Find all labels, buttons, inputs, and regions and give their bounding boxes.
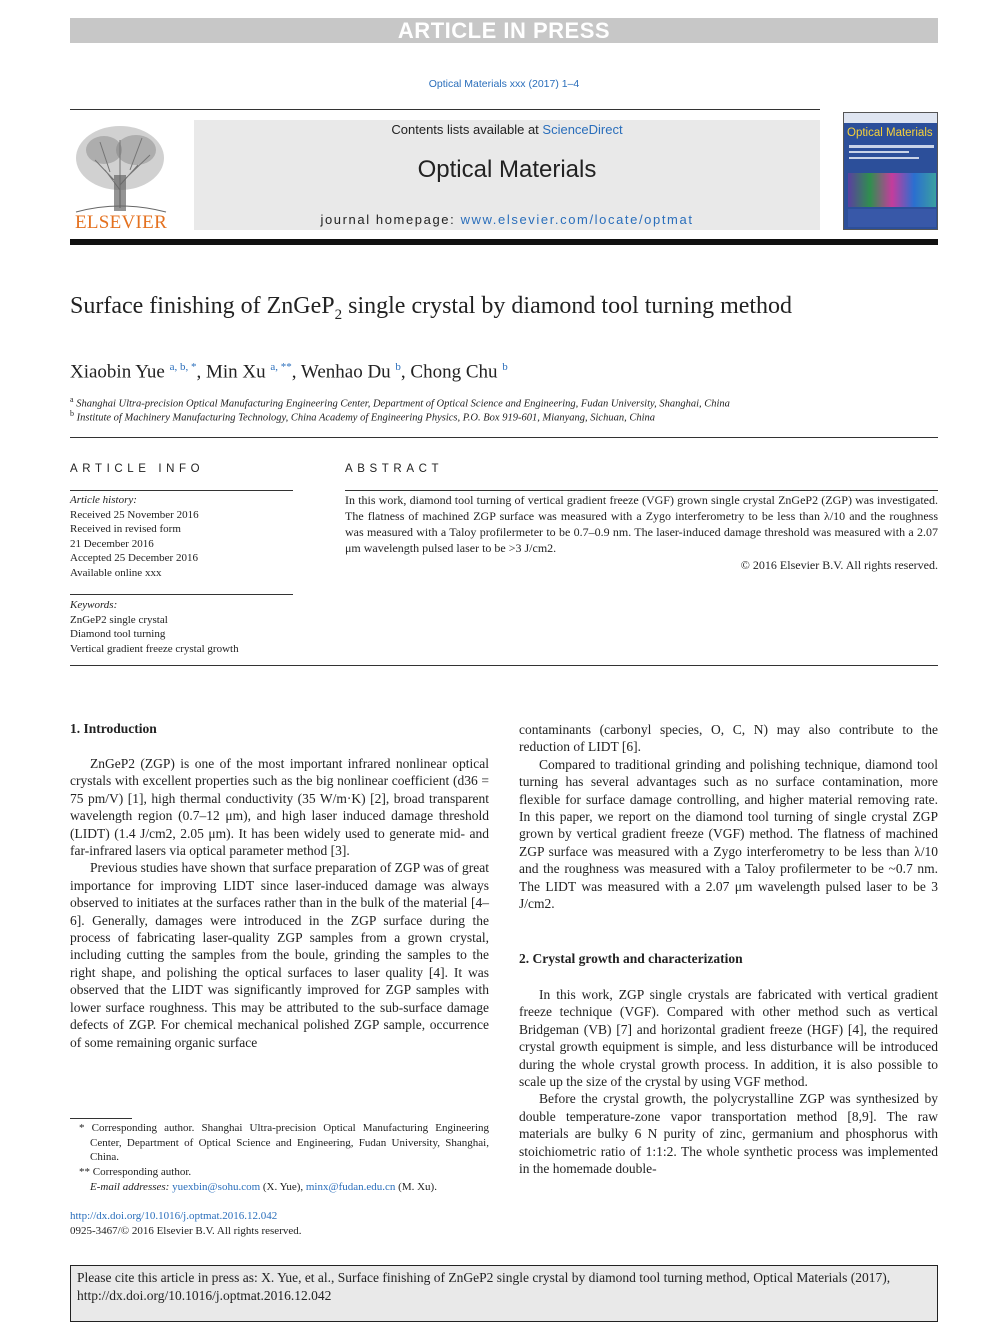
- title-text-2: single crystal by diamond tool turning method: [342, 293, 793, 319]
- body-column-right: [519, 721, 938, 912]
- body-column-left: [70, 755, 489, 1051]
- contents-line: [194, 122, 820, 137]
- contents-prefix: Contents lists available at: [391, 122, 543, 137]
- issn-line: 0925-3467/© 2016 Elsevier B.V. All rights reserved.: [70, 1225, 302, 1237]
- affiliation-marker: b: [70, 409, 74, 418]
- author-name[interactable]: Xiaobin Yue: [70, 361, 165, 383]
- email-line: [70, 1180, 489, 1195]
- keywords-label: Keywords:: [70, 599, 118, 611]
- divider: [70, 490, 293, 491]
- paragraph: Compared to traditional grinding and polishing technique, diamond tool turning has several advantages such as no surface contamination, more flexible for surface damage controlling, and higher material removing rate. In this paper, we report on the diamond tool turning of single crystal ZGP grown by vertical gradient freeze (VGF) method. The flatness of machined ZGP surface was measured with a Zygo interferometry to be less than λ/10 and the roughness was measured with a Taloy profilermeter to be ~0.7 nm. The LIDT was measured with a 2.07 μm wavelength pulsed laser to be 3 J/cm2.: [519, 756, 938, 912]
- affiliation: [70, 395, 730, 410]
- section-heading: 1. Introduction: [70, 721, 157, 736]
- history-item: 21 December 2016: [70, 537, 154, 550]
- author-affiliation-marker[interactable]: b: [502, 361, 508, 373]
- footnotes: [70, 1121, 489, 1195]
- body-column-right-sec2: [519, 986, 938, 1177]
- author-name[interactable]: Chong Chu: [410, 361, 498, 383]
- paragraph: ZnGeP2 (ZGP) is one of the most important infrared nonlinear optical crystals with excellent properties such as the big nonlinear coefficient (d36 = 75 pm/V) [1], high thermal conductivity (35 W/m·K) [2], broad transparent wavelength region (0.7–12 μm), and high laser induced damage threshold (LIDT) (1.4 J/cm2, 2.05 μm). It has been widely used to generate mid- and far-infrared lasers via optical parameter method [3].: [70, 756, 489, 859]
- history-label: Article history:: [70, 494, 137, 506]
- cover-title: Optical Materials: [847, 127, 933, 139]
- keyword-item: ZnGeP2 single crystal: [70, 613, 168, 626]
- divider: [345, 490, 938, 491]
- history-item: Received in revised form: [70, 523, 181, 535]
- author-name[interactable]: Wenhao Du: [300, 361, 391, 383]
- article-info-heading: ARTICLE INFO: [70, 463, 205, 475]
- divider: [70, 437, 938, 438]
- journal-cover-thumbnail[interactable]: [843, 112, 938, 230]
- history-item: Received 25 November 2016: [70, 508, 199, 521]
- homepage-label: journal homepage:: [320, 212, 461, 227]
- masthead-rule: [70, 239, 938, 245]
- divider: [70, 594, 293, 595]
- journal-citation-link[interactable]: [0, 78, 992, 90]
- abstract-heading: ABSTRACT: [345, 463, 444, 475]
- keyword-item: Diamond tool turning: [70, 628, 166, 640]
- paragraph: In this work, ZGP single crystals are fabricated with vertical gradient freeze technique (VGF). Compared with other method such as vertical Bridgeman (VB) [7] and horizontal gradient freeze (HGF) [4], the required crystal growth equipment is simple, and less disturbance will be introduced during the whole crystal growth process. In addition, it is also possible to scale up the size of the crystal by using VGF method.: [519, 987, 938, 1090]
- history-item: Accepted 25 December 2016: [70, 552, 198, 564]
- article-history: [70, 493, 199, 580]
- journal-title: Optical Materials: [417, 156, 597, 183]
- doi-line[interactable]: [70, 1210, 277, 1222]
- paragraph: Previous studies have shown that surface preparation of ZGP was of great importance for improving LIDT since laser-induced damage was always observed to initiates at the surfaces rather than in the bulk of the material [4–6]. Generally, damages were introduced in the ZGP surface during the process of fabricating laser-quality ZGP samples from a grown crystal, including cutting the samples from the boule, grinding the samples to the right shape, and polishing the optical surfaces to laser quality [4]. It was observed that the LIDT was significantly improved for ZGP samples with lower surface roughness. This may be attributed to the sub-surface damage defects of ZGP. For chemical mechanical polished ZGP sample, occurrence of some remaining organic surface: [70, 860, 489, 1050]
- article-title: [70, 291, 830, 330]
- keyword-item: Vertical gradient freeze crystal growth: [70, 642, 239, 655]
- affiliation-text: Institute of Machinery Manufacturing Technology, China Academy of Engineering Physics, P.O. Box 919-601, Mianyang, Sichuan, China: [76, 412, 656, 424]
- homepage-link[interactable]: www.elsevier.com/locate/optmat: [460, 212, 694, 227]
- author-affiliation-marker[interactable]: b: [395, 361, 401, 373]
- doi-link[interactable]: http://dx.doi.org/10.1016/j.optmat.2016.12.042: [70, 1210, 278, 1222]
- email-label: E-mail addresses:: [90, 1180, 173, 1193]
- citation-box: Please cite this article in press as: X. Yue, et al., Surface finishing of ZnGeP2 single crystal by diamond tool turning method, Optical Materials (2017), http://dx.doi.org/10.1016/j.optmat.2016.12.042: [70, 1265, 938, 1322]
- journal-cite-text[interactable]: Optical Materials xxx (2017) 1–4: [428, 78, 580, 90]
- header-rule: [70, 109, 820, 110]
- affiliation: [70, 409, 655, 424]
- affiliation-text: Shanghai Ultra-precision Optical Manufacturing Engineering Center, Department of Optical Science and Engineering, Fudan University, Shanghai, China: [76, 398, 730, 410]
- sciencedirect-link[interactable]: ScienceDirect: [542, 122, 623, 137]
- title-text-1: Surface finishing of ZnGeP: [70, 293, 335, 319]
- divider: [70, 665, 938, 666]
- elsevier-logo: [70, 120, 172, 232]
- journal-masthead: [194, 120, 820, 230]
- abstract-text: In this work, diamond tool turning of vertical gradient freeze (VGF) grown single crystal ZnGeP2 (ZGP) was investigated. The flatness of machined ZGP surface was measured with a Zygo interferometry to be less than λ/10 and the roughness was measured with a Taloy profilermeter to be 0.7–0.9 nm. The laser-induced damage threshold was measured with a 2.07 μm wavelength pulsed laser to be >3 J/cm2.: [345, 493, 938, 555]
- footnote: * Corresponding author. Shanghai Ultra-precision Optical Manufacturing Engineering Center, Department of Optical Science and Engineering, Fudan University, Shanghai, China.: [79, 1122, 489, 1164]
- author-list: Xiaobin Yue $^{a, b, *}$, Min Xu $^{a, **}$, Wenhao Du $^b$, Chong Chu $^b$: [70, 361, 508, 383]
- email-link[interactable]: minx@fudan.edu.cn: [305, 1180, 396, 1193]
- article-in-press-banner: ARTICLE IN PRESS: [70, 18, 938, 43]
- section-heading: 2. Crystal growth and characterization: [519, 951, 743, 966]
- paragraph: Before the crystal growth, the polycrystalline ZGP was synthesized by double temperature-zone vapor transportation method [8,9]. The raw materials are bulky 6 N purity of zinc, germanium and phosphorus with stoichiometric ratio of 1:1:2. The whole synthetic process was implemented in the homemade double-: [519, 1091, 938, 1177]
- elsevier-wordmark: ELSEVIER: [74, 212, 168, 233]
- email-link[interactable]: yuexbin@sohu.com: [172, 1180, 261, 1193]
- email-owner: (M. Xu).: [395, 1180, 437, 1193]
- footnote-rule: [70, 1118, 132, 1119]
- paragraph: contaminants (carbonyl species, O, C, N) may also contribute to the reduction of LIDT [6].: [519, 722, 938, 755]
- title-subscript: 2: [334, 306, 343, 323]
- affiliation-marker: a: [70, 395, 74, 404]
- email-owner: (X. Yue),: [260, 1180, 306, 1193]
- author-affiliation-marker[interactable]: a, **: [270, 361, 292, 373]
- author-affiliation-marker[interactable]: a, b, *: [169, 361, 197, 373]
- journal-homepage: [194, 212, 820, 227]
- author-name[interactable]: Min Xu: [205, 361, 266, 383]
- footnote: ** Corresponding author.: [79, 1166, 192, 1179]
- history-item: Available online xxx: [70, 566, 162, 579]
- abstract-copyright: © 2016 Elsevier B.V. All rights reserved.: [740, 558, 938, 572]
- keywords: [70, 598, 239, 656]
